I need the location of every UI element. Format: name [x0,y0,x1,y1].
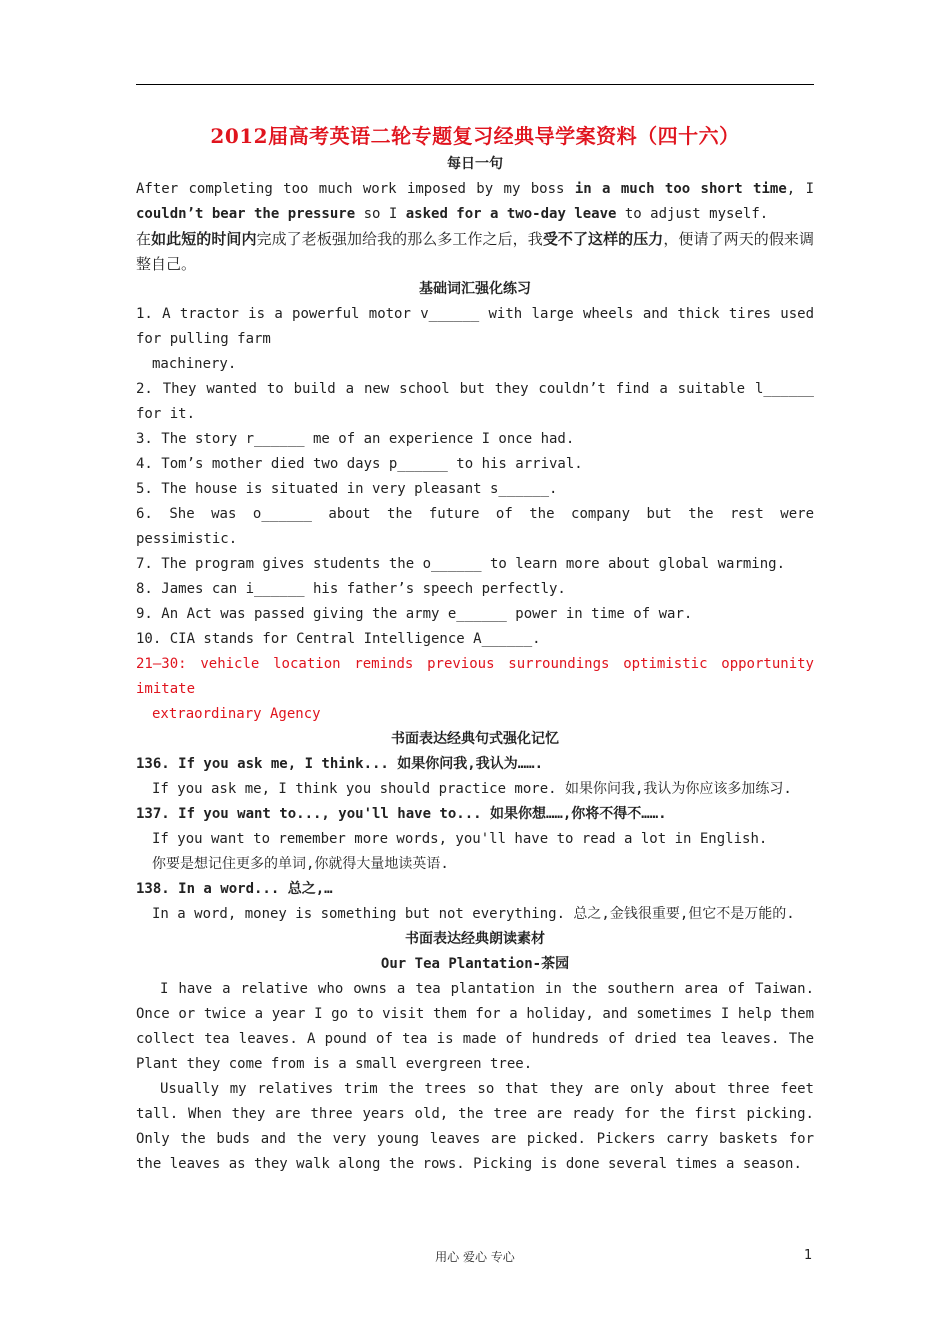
pattern-137-translation: 你要是想记住更多的单词,你就得大量地读英语. [152,856,449,872]
vocab-item-8: 8. James can i______ his father’s speech perfectly. [136,581,566,597]
vocab-item-1-cont: machinery. [152,356,237,372]
document-body [136,120,814,1177]
vocab-item-3: 3. The story r______ me of an experience I once had. [136,431,575,447]
pattern-138-example: In a word, money is something but not everything. 总之,金钱很重要,但它不是万能的. [152,906,795,922]
vocab-item-5: 5. The house is situated in very pleasant s______. [136,481,558,497]
vocab-item-4: 4. Tom’s mother died two days p______ to his arrival. [136,456,583,472]
daily-sentence-heading: 每日一句 [447,156,503,172]
pattern-137-head: 137. If you want to..., you'll have to... 如果你想……,你将不得不……. [136,806,667,822]
reading-subtitle: Our Tea Plantation-茶园 [380,956,570,972]
vocab-item-9: 9. An Act was passed giving the army e______ power in time of war. [136,606,693,622]
vocab-item-6: 6. She was o______ about the future of the company but the rest were pessimistic. [136,506,814,547]
page-number: 1 [804,1248,813,1263]
vocab-item-10: 10. CIA stands for Central Intelligence A______. [136,631,541,647]
vocab-item-7: 7. The program gives students the o______ to learn more about global warming. [136,556,786,572]
reading-heading: 书面表达经典朗读素材 [405,931,545,947]
header-rule [136,84,814,85]
vocab-item-2: 2. They wanted to build a new school but they couldn’t find a suitable l______ for it. [136,381,814,422]
vocab-answers: 21—30: vehicle location reminds previous surroundings optimistic opportunity imitate [136,656,814,697]
pattern-138-head: 138. In a word... 总之,… [136,881,333,897]
pattern-136-example: If you ask me, I think you should practice more. 如果你问我,我认为你应该多加练习. [152,781,792,797]
pattern-137-example: If you want to remember more words, you'll have to read a lot in English. [152,831,768,847]
vocab-answers-cont: extraordinary Agency [152,706,321,722]
vocab-item-1: 1. A tractor is a powerful motor v______ with large wheels and thick tires used for pulling farm [136,306,814,347]
document-title: 2012届高考英语二轮专题复习经典导学案资料（四十六） [210,124,740,148]
reading-paragraph-1: I have a relative who owns a tea plantation in the southern area of Taiwan. Once or twice a year I go to visit them for a holiday, and sometimes I help them collect tea leaves. A pound of tea is made of hundreds of dried tea leaves. The Plant they come from is a small evergreen tree. [136,981,814,1072]
patterns-heading: 书面表达经典句式强化记忆 [391,731,559,747]
vocab-heading: 基础词汇强化练习 [419,281,531,297]
daily-sentence-english: After completing too much work imposed by my boss in a much too short time, I couldn’t bear the pressure so I asked for a two-day leave to adjust myself. [136,181,814,222]
daily-sentence-chinese: 在如此短的时间内完成了老板强加给我的那么多工作之后，我受不了这样的压力，便请了两天的假来调整自己。 [136,230,814,273]
pattern-136-head: 136. If you ask me, I think... 如果你问我,我认为……. [136,756,544,772]
reading-paragraph-2: Usually my relatives trim the trees so that they are only about three feet tall. When they are three years old, the tree are ready for the first picking. Only the buds and the very young leaves are picked. Pickers carry baskets for the leaves as they walk along the rows. Picking is done several times a season. [136,1081,814,1172]
page-footer: 用心 爱心 专心 [435,1250,515,1264]
